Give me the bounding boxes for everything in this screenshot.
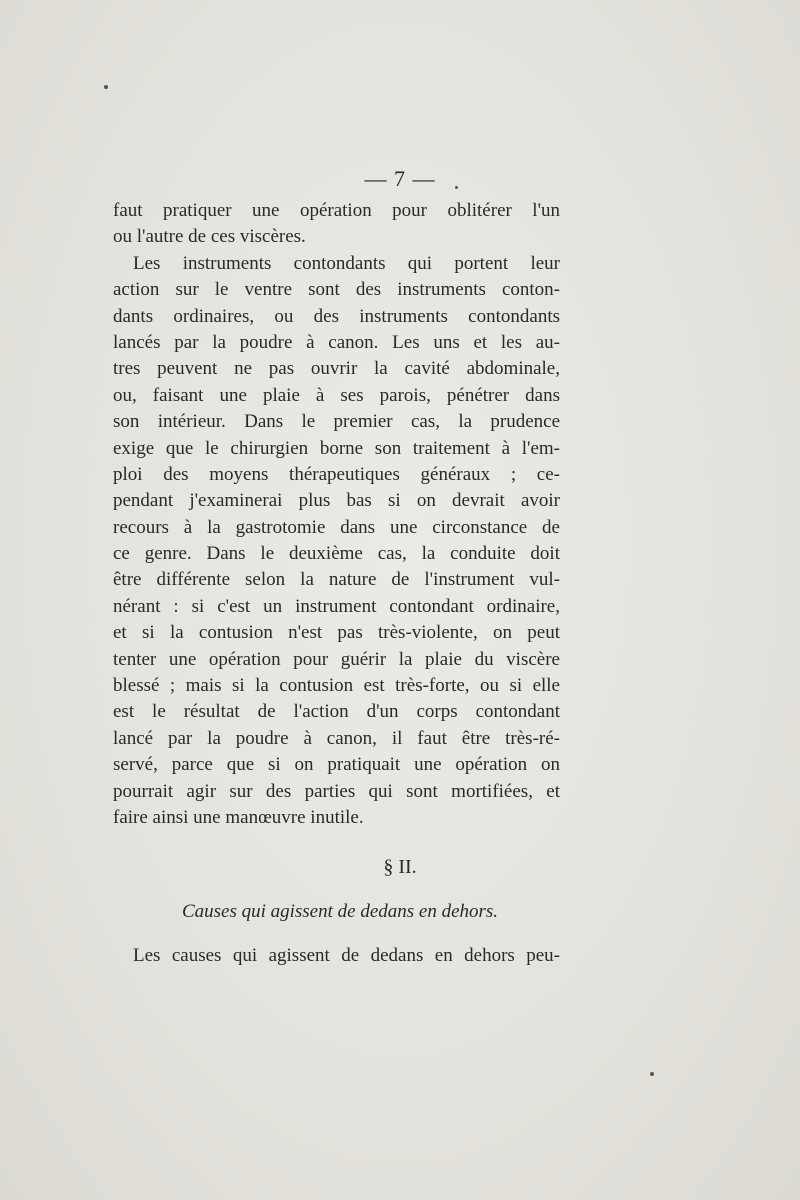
text-line: faut pratiquer une opération pour oblitérer l'un	[113, 200, 560, 221]
text-line: ou l'autre de ces viscères.	[113, 226, 306, 248]
paper-speck	[455, 186, 458, 189]
text-line: et si la contusion n'est pas très-violente, on peut	[113, 622, 560, 644]
text-line: lancés par la poudre à canon. Les uns et les au-	[113, 331, 560, 353]
text-line: blessé ; mais si la contusion est très-forte, ou si elle	[113, 675, 560, 697]
text-line: ou, faisant une plaie à ses parois, pénétrer dans	[113, 384, 560, 406]
body-text	[113, 198, 560, 831]
section-heading: § II.	[383, 856, 417, 878]
text-line: faire ainsi une manœuvre inutile.	[113, 806, 364, 828]
text-line: servé, parce que si on pratiquait une opération on	[113, 754, 560, 776]
text-line: être différente selon la nature de l'instrument vul-	[113, 569, 560, 591]
text-line: tenter une opération pour guérir la plaie du viscère	[113, 648, 560, 670]
paper-speck	[104, 85, 108, 89]
section-subtitle: Causes qui agissent de dedans en dehors.	[181, 901, 499, 922]
text-line: son intérieur. Dans le premier cas, la prudence	[113, 411, 560, 433]
text-line: recours à la gastrotomie dans une circonstance de	[113, 516, 560, 538]
page-number: — 7 —	[364, 166, 436, 191]
text-line: pendant j'examinerai plus bas si on devrait avoir	[113, 490, 560, 512]
text-line: lancé par la poudre à canon, il faut être très-ré-	[113, 727, 560, 749]
text-line: action sur le ventre sont des instruments conton-	[113, 279, 560, 301]
text-line: tres peuvent ne pas ouvrir la cavité abdominale,	[113, 358, 560, 380]
text-line: Les instruments contondants qui portent leur	[133, 252, 560, 274]
paper-speck	[650, 1072, 654, 1076]
text-line: ploi des moyens thérapeutiques généraux ; ce-	[113, 463, 560, 485]
text-line: dants ordinaires, ou des instruments contondants	[113, 305, 560, 327]
text-line: pourrait agir sur des parties qui sont mortifiées, et	[113, 780, 560, 802]
text-line: est le résultat de l'action d'un corps contondant	[113, 701, 560, 723]
text-line: nérant : si c'est un instrument contondant ordinaire,	[113, 595, 560, 617]
text-line: Les causes qui agissent de dedans en dehors peu-	[133, 945, 560, 966]
text-line: exige que le chirurgien borne son traitement à l'em-	[113, 437, 560, 459]
text-line: ce genre. Dans le deuxième cas, la conduite doit	[113, 543, 560, 565]
